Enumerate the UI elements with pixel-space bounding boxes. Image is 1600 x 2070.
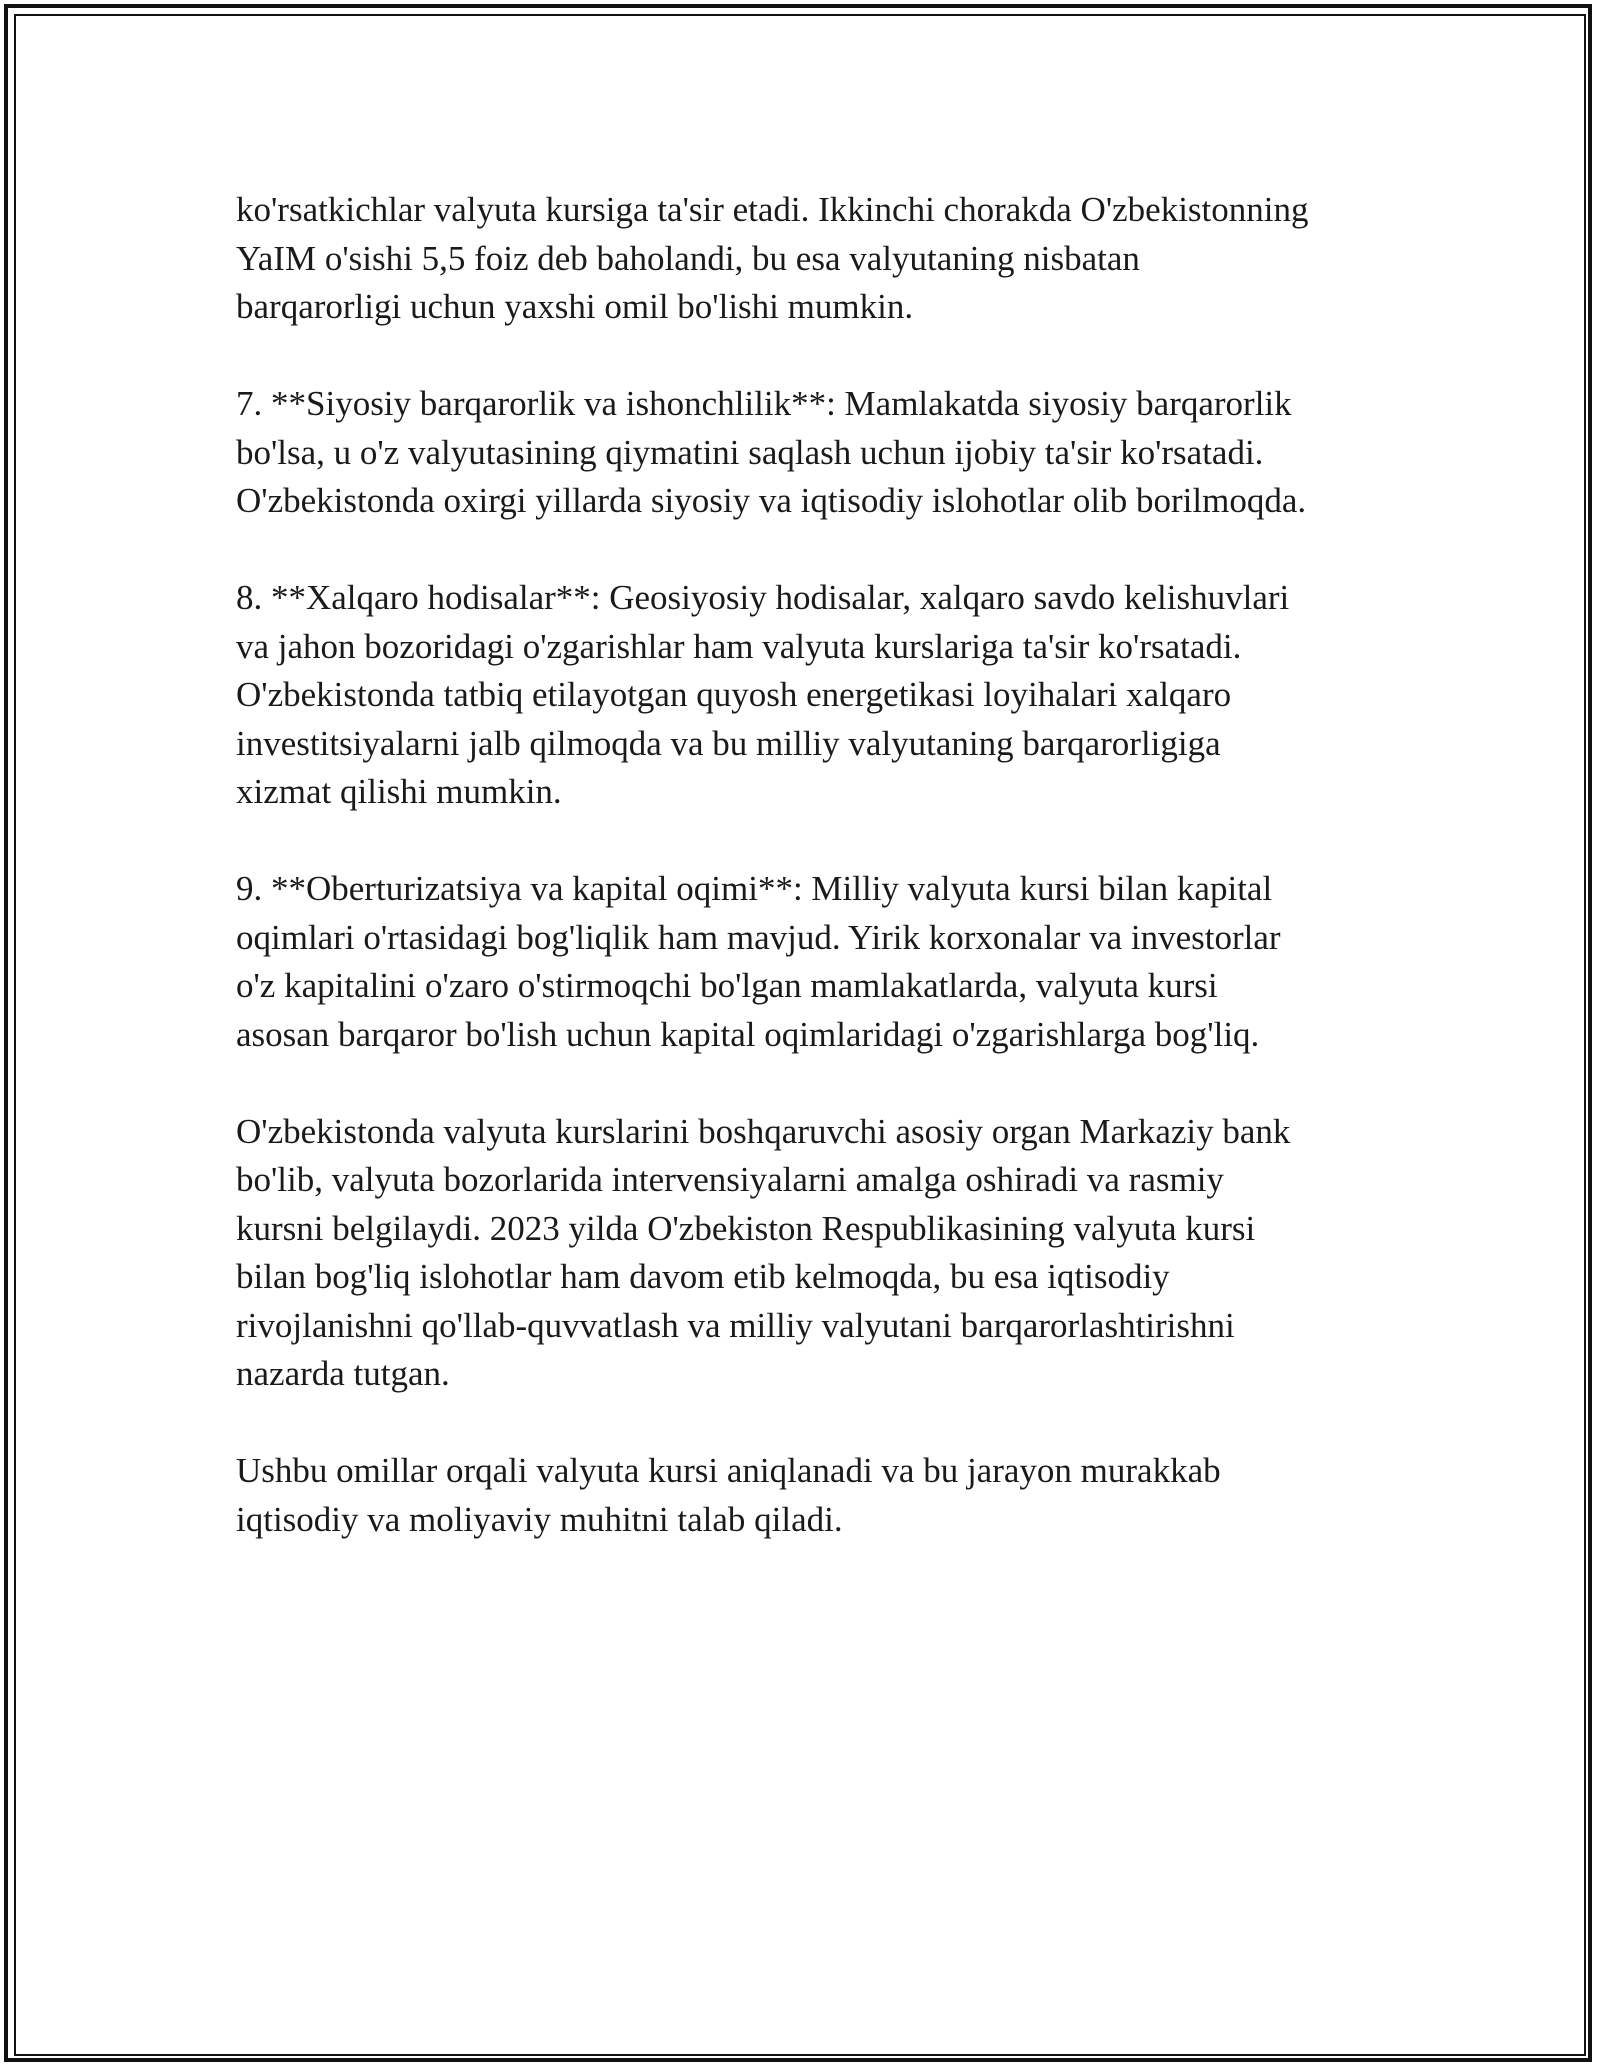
paragraph-international-events: [236, 574, 1386, 817]
text-line: YaIM o'sishi 5,5 foiz deb baholandi, bu esa valyutaning nisbatan: [236, 238, 1140, 278]
text-line: va jahon bozoridagi o'zgarishlar ham valyuta kurslariga ta'sir ko'rsatadi.: [236, 626, 1242, 666]
text-line: investitsiyalarni jalb qilmoqda va bu milliy valyutaning barqarorligiga: [236, 723, 1221, 763]
text-line: 7. **Siyosiy barqarorlik va ishonchlilik**: Mamlakatda siyosiy barqarorlik: [236, 384, 1292, 423]
text-line: nazarda tutgan.: [236, 1354, 450, 1393]
text-line: bo'lsa, u o'z valyutasining qiymatini saqlash uchun ijobiy ta'sir ko'rsatadi.: [236, 432, 1264, 472]
paragraph-capital-flows: [236, 865, 1386, 1059]
text-line: Ushbu omillar orqali valyuta kursi aniqlanadi va bu jarayon murakkab: [236, 1451, 1221, 1490]
paragraph-conclusion: [236, 1447, 1386, 1544]
text-line: bilan bog'liq islohotlar ham davom etib kelmoqda, bu esa iqtisodiy: [236, 1257, 1170, 1296]
text-line: asosan barqaror bo'lish uchun kapital oqimlaridagi o'zgarishlarga bog'liq.: [236, 1014, 1260, 1054]
text-line: xizmat qilishi mumkin.: [236, 772, 562, 811]
text-line: kursni belgilaydi. 2023 yilda O'zbekiston Respublikasining valyuta kursi: [236, 1208, 1256, 1248]
text-line: 8. **Xalqaro hodisalar**: Geosiyosiy hodisalar, xalqaro savdo kelishuvlari: [236, 578, 1290, 617]
text-line: bo'lib, valyuta bozorlarida intervensiyalarni amalga oshiradi va rasmiy: [236, 1160, 1224, 1199]
text-line: rivojlanishni qo'llab-quvvatlash va milliy valyutani barqarorlashtirishni: [236, 1305, 1235, 1345]
text-line: O'zbekistonda oxirgi yillarda siyosiy va iqtisodiy islohotlar olib borilmoqda.: [236, 481, 1307, 520]
text-line: O'zbekistonda tatbiq etilayotgan quyosh energetikasi loyihalari xalqaro: [236, 675, 1232, 714]
text-line: oqimlari o'rtasidagi bog'liqlik ham mavjud. Yirik korxonalar va investorlar: [236, 917, 1281, 957]
text-line: 9. **Oberturizatsiya va kapital oqimi**: Milliy valyuta kursi bilan kapital: [236, 869, 1273, 908]
text-line: ko'rsatkichlar valyuta kursiga ta'sir etadi. Ikkinchi chorakda O'zbekistonning: [236, 190, 1309, 229]
text-line: iqtisodiy va moliyaviy muhitni talab qiladi.: [236, 1499, 843, 1539]
paragraph-political-stability: [236, 380, 1386, 526]
text-line: o'z kapitalini o'zaro o'stirmoqchi bo'lgan mamlakatlarda, valyuta kursi: [236, 966, 1218, 1005]
text-line: barqarorligi uchun yaxshi omil bo'lishi mumkin.: [236, 287, 914, 326]
document-body: [236, 186, 1386, 1593]
text-line: O'zbekistonda valyuta kurslarini boshqaruvchi asosiy organ Markaziy bank: [236, 1111, 1291, 1151]
paragraph-central-bank: [236, 1108, 1386, 1399]
paragraph-gdp-continuation: [236, 186, 1386, 332]
